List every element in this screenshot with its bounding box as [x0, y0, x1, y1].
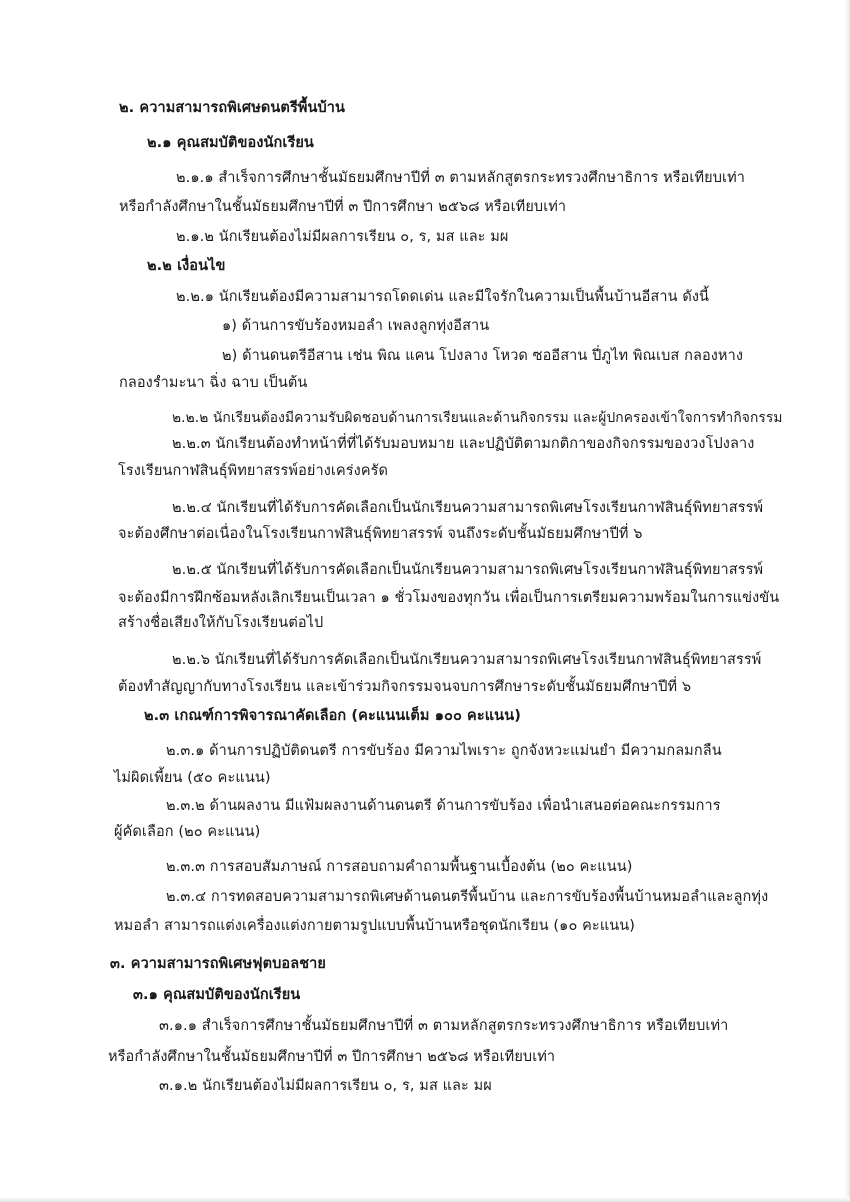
- item-2-2-2: ๒.๒.๒ นักเรียนต้องมีความรับผิดชอบด้านการเรียนและด้านกิจกรรม และผู้ปกครองเข้าใจการทำกิจกรรม: [172, 410, 783, 426]
- item-2-2-1-sub-1: ๑) ด้านการขับร้องหมอลำ เพลงลูกทุ่งอีสาน: [222, 318, 490, 334]
- item-2-1-1-line-2: หรือกำลังศึกษาในชั้นมัธยมศึกษาปีที่ ๓ ปีการศึกษา ๒๕๖๘ หรือเทียบเท่า: [119, 199, 567, 215]
- page-edge-shadow-bottom: [0, 1197, 850, 1202]
- section-3-heading: ๓. ความสามารถพิเศษฟุตบอลชาย: [110, 956, 327, 972]
- item-2-1-2: ๒.๑.๒ นักเรียนต้องไม่มีผลการเรียน ๐, ร, มส และ มผ: [176, 229, 509, 245]
- item-2-3-2-line-1: ๒.๓.๒ ด้านผลงาน มีแฟ้มผลงานด้านดนตรี ด้านการขับร้อง เพื่อนำเสนอต่อคณะกรรมการ: [166, 798, 721, 814]
- page-edge-shadow-right: [844, 0, 850, 1202]
- subsection-2-2-heading: ๒.๒ เงื่อนไข: [147, 258, 226, 274]
- item-2-2-6-line-1: ๒.๒.๖ นักเรียนที่ได้รับการคัดเลือกเป็นนักเรียนความสามารถพิเศษโรงเรียนกาฬสินธุ์พิทยาสรรพ์: [172, 652, 762, 668]
- item-3-1-1-line-2: หรือกำลังศึกษาในชั้นมัธยมศึกษาปีที่ ๓ ปีการศึกษา ๒๕๖๘ หรือเทียบเท่า: [108, 1049, 556, 1065]
- subsection-2-3-heading: ๒.๓ เกณฑ์การพิจารณาคัดเลือก (คะแนนเต็ม ๑๐๐ คะแนน): [144, 708, 521, 724]
- item-2-2-5-line-2: จะต้องมีการฝึกซ้อมหลังเลิกเรียนเป็นเวลา ๑ ชั่วโมงของทุกวัน เพื่อเป็นการเตรียมความพร้อมในการแข่งขัน: [118, 590, 780, 606]
- item-2-2-3-line-2: โรงเรียนกาฬสินธุ์พิทยาสรรพ์อย่างเคร่งครัด: [118, 463, 389, 479]
- item-2-2-4-line-1: ๒.๒.๔ นักเรียนที่ได้รับการคัดเลือกเป็นนักเรียนความสามารถพิเศษโรงเรียนกาฬสินธุ์พิทยาสรรพ์: [172, 500, 764, 516]
- item-2-2-3-line-1: ๒.๒.๓ นักเรียนต้องทำหน้าที่ที่ได้รับมอบหมาย และปฏิบัติตามกติกาของกิจกรรมของวงโปงลาง: [172, 436, 755, 452]
- subsection-2-1-heading: ๒.๑ คุณสมบัติของนักเรียน: [147, 135, 314, 151]
- item-2-3-3: ๒.๓.๓ การสอบสัมภาษณ์ การสอบถามคำถามพื้นฐานเบื้องต้น (๒๐ คะแนน): [166, 859, 633, 875]
- item-2-2-1-sub-2-line-2: กลองรำมะนา ฉิ่ง ฉาบ เป็นต้น: [119, 375, 308, 391]
- item-3-1-1-line-1: ๓.๑.๑ สำเร็จการศึกษาชั้นมัธยมศึกษาปีที่ ๓ ตามหลักสูตรกระทรวงศึกษาธิการ หรือเทียบเท่า: [159, 1018, 729, 1034]
- item-2-3-1-line-2: ไม่ผิดเพี้ยน (๕๐ คะแนน): [114, 770, 271, 786]
- item-2-1-1-line-1: ๒.๑.๑ สำเร็จการศึกษาชั้นมัธยมศึกษาปีที่ ๓ ตามหลักสูตรกระทรวงศึกษาธิการ หรือเทียบเท่า: [176, 170, 746, 186]
- section-2-heading: ๒. ความสามารถพิเศษดนตรีพื้นบ้าน: [119, 100, 346, 116]
- item-2-3-4-line-2: หมอลำ สามารถแต่งเครื่องแต่งกายตามรูปแบบพื้นบ้านหรือชุดนักเรียน (๑๐ คะแนน): [114, 918, 636, 934]
- item-3-1-2: ๓.๑.๒ นักเรียนต้องไม่มีผลการเรียน ๐, ร, มส และ มผ: [159, 1078, 492, 1094]
- item-2-2-6-line-2: ต้องทำสัญญากับทางโรงเรียน และเข้าร่วมกิจกรรมจนจบการศึกษาระดับชั้นมัธยมศึกษาปีที่ ๖: [118, 679, 692, 695]
- subsection-3-1-heading: ๓.๑ คุณสมบัติของนักเรียน: [133, 987, 301, 1003]
- item-2-3-1-line-1: ๒.๓.๑ ด้านการปฏิบัติดนตรี การขับร้อง มีความไพเราะ ถูกจังหวะแม่นยำ มีความกลมกลืน: [166, 743, 722, 759]
- item-2-3-2-line-2: ผู้คัดเลือก (๒๐ คะแนน): [114, 824, 261, 840]
- item-2-2-5-line-1: ๒.๒.๕ นักเรียนที่ได้รับการคัดเลือกเป็นนักเรียนความสามารถพิเศษโรงเรียนกาฬสินธุ์พิทยาสรรพ์: [172, 562, 764, 578]
- item-2-2-4-line-2: จะต้องศึกษาต่อเนื่องในโรงเรียนกาฬสินธุ์พิทยาสรรพ์ จนถึงระดับชั้นมัธยมศึกษาปีที่ ๖: [118, 526, 643, 542]
- item-2-2-1: ๒.๒.๑ นักเรียนต้องมีความสามารถโดดเด่น และมีใจรักในความเป็นพื้นบ้านอีสาน ดังนี้: [176, 289, 710, 305]
- item-2-2-1-sub-2-line-1: ๒) ด้านดนตรีอีสาน เช่น พิณ แคน โปงลาง โหวด ซออีสาน ปี่ภูไท พิณเบส กลองหาง: [222, 348, 744, 364]
- item-2-2-5-line-3: สร้างชื่อเสียงให้กับโรงเรียนต่อไป: [118, 615, 324, 631]
- item-2-3-4-line-1: ๒.๓.๔ การทดสอบความสามารถพิเศษด้านดนตรีพื้นบ้าน และการขับร้องพื้นบ้านหมอลำและลูกทุ่ง: [166, 889, 769, 905]
